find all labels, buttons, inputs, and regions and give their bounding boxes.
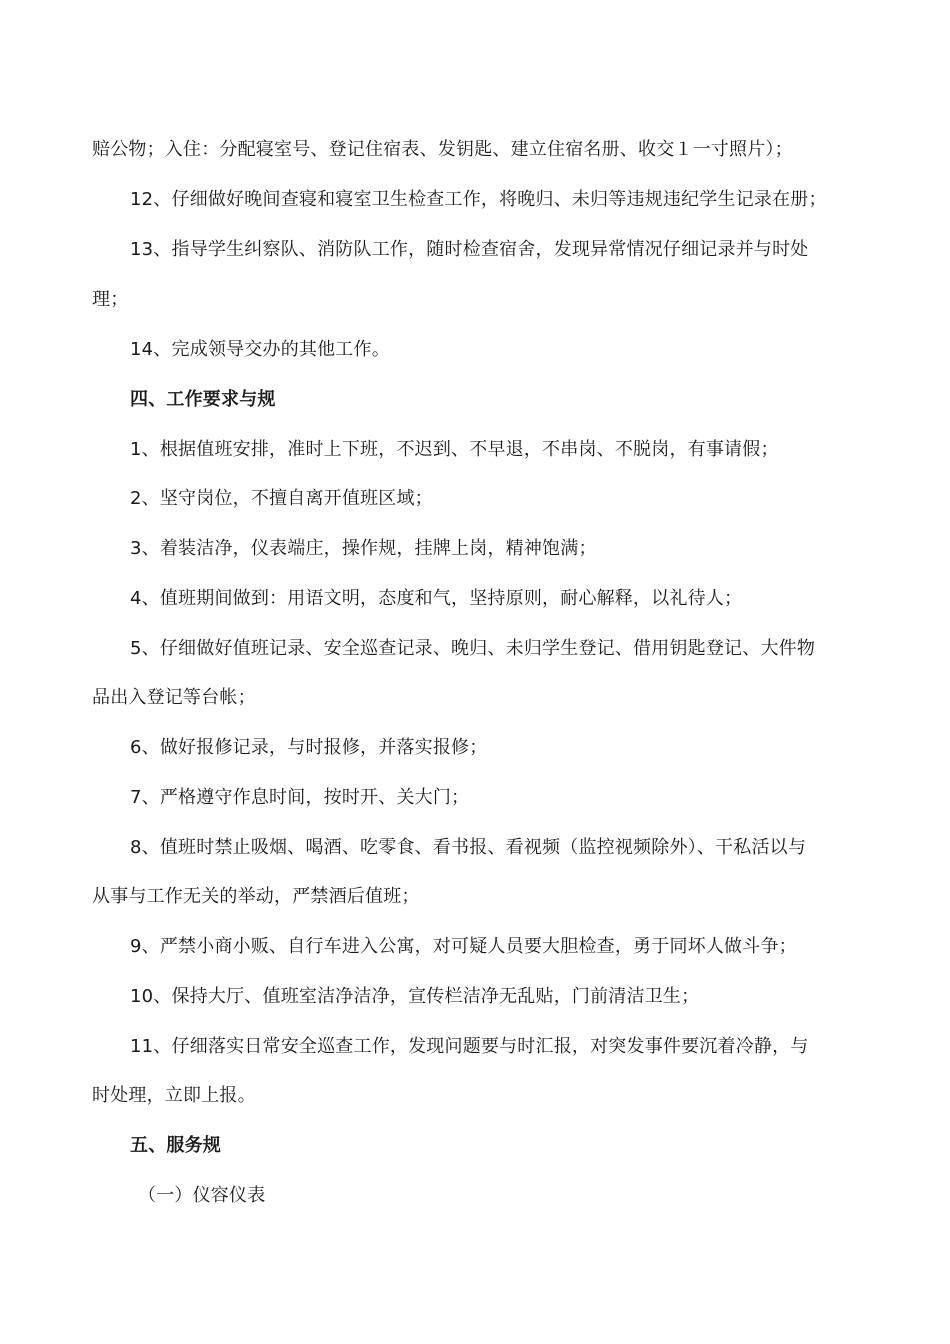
text-line: 时处理，立即上报。 <box>92 1085 256 1106</box>
text-line: 5、仔细做好值班记录、安全巡查记录、晚归、未归学生登记、借用钥匙登记、大件物 <box>130 638 816 659</box>
text-line: 赔公物；入住：分配寝室号、登记住宿表、发钥匙、建立住宿名册、收交１一寸照片）； <box>92 139 793 160</box>
text-line: 理； <box>92 289 129 310</box>
text-line: 10、保持大厅、值班室洁净洁净，宣传栏洁净无乱贴，门前清洁卫生； <box>130 986 700 1007</box>
text-line: 2、坚守岗位，不擅自离开值班区域； <box>130 488 433 509</box>
text-line: 1、根据值班安排，准时上下班，不迟到、不早退，不串岗、不脱岗，有事请假； <box>130 439 779 460</box>
text-line: 从事与工作无关的举动，严禁酒后值班； <box>92 886 420 907</box>
text-line: 6、做好报修记录，与时报修，并落实报修； <box>130 737 488 758</box>
text-line: 11、仔细落实日常安全巡查工作，发现问题要与时汇报，对突发事件要沉着冷静，与 <box>130 1036 809 1057</box>
text-line: 12、仔细做好晚间查寝和寝室卫生检查工作，将晚归、未归等违规违纪学生记录在册； <box>130 189 827 210</box>
text-line: 13、指导学生纠察队、消防队工作，随时检查宿舍，发现异常情况仔细记录并与时处 <box>130 239 809 260</box>
section-heading: 五、服务规 <box>130 1135 221 1156</box>
subsection-heading: （一）仪容仪表 <box>138 1185 266 1206</box>
text-line: 8、值班时禁止吸烟、喝酒、吃零食、看书报、看视频（监控视频除外）、干私活以与 <box>130 837 807 858</box>
text-line: 7、严格遵守作息时间，按时开、关大门； <box>130 787 470 808</box>
section-heading: 四、工作要求与规 <box>130 389 276 410</box>
text-line: 4、值班期间做到：用语文明，态度和气，坚持原则，耐心解释，以礼待人； <box>130 588 743 609</box>
text-line: 品出入登记等台帐； <box>92 687 256 708</box>
text-line: 9、严禁小商小贩、自行车进入公寓，对可疑人员要大胆检查，勇于同坏人做斗争； <box>130 936 797 957</box>
text-line: 14、完成领导交办的其他工作。 <box>130 339 390 360</box>
text-line: 3、着装洁净，仪表端庄，操作规，挂牌上岗，精神饱满； <box>130 538 597 559</box>
